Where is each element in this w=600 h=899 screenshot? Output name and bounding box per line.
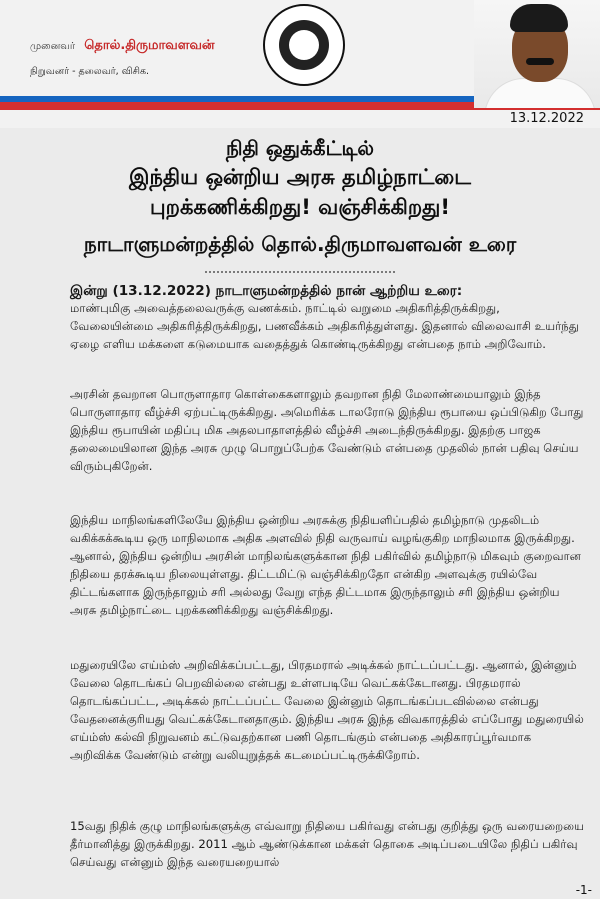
statement-date: 13.12.2022 (509, 111, 584, 126)
headline (0, 134, 600, 222)
intro-lead: இன்று (13.12.2022) நாடாளுமன்றத்தில் நான் ஆற்றிய உரை: (70, 283, 463, 299)
leader-role: நிறுவனர் - தலைவர், விசிக. (30, 66, 150, 77)
paragraph-4-text: மதுரையிலே எய்ம்ஸ் அறிவிக்கப்பட்டது, பிரதமரால் அடிக்கல் நாட்டப்பட்டது. ஆனால், இன்னும் வேலை தொடங்கப் பெறவில்லை என்பது உள்ளபடியே வெட்கக்கேடானது. பிரதமரால் தொடங்கப்பட்ட, அடிக்கல் நாட்டப்பட்ட வேலை இன்னும் தொடங்கப்படவில்லை என்பது வேதனைக்குரியது வெட்கக்கேடானதாகும். இந்திய அரசு இந்த விவகாரத்தில் எப்போது மதுரையில் எய்ம்ஸ் கல்வி நிறுவனம் கட்டுவதற்கான பணி தொடங்கும் என்பதை அதிகாரப்பூர்வமாக அறிவிக்க வேண்டும் என்று வலியுறுத்தக் கடமைப்பட்டிருக்கிறோம். (70, 658, 584, 762)
paragraph-4 (70, 657, 585, 764)
leader-line (30, 38, 215, 54)
paragraph-5 (70, 818, 585, 872)
leader-portrait (474, 0, 600, 108)
paragraph-2 (70, 386, 585, 476)
headline-line-2: இந்திய ஒன்றிய அரசு தமிழ்நாட்டை (129, 165, 471, 189)
paragraph-3-text: இந்திய மாநிலங்களிலேயே இந்திய ஒன்றிய அரசுக்கு நிதியளிப்பதில் தமிழ்நாடு முதலிடம் வகிக்கக்கூடிய ஒரு மாநிலமாக அதிக அளவில் நிதி வருவாய் வழங்குகிற மாநிலமாக இருக்கிறது. ஆனால், இந்திய ஒன்றிய அரசின் மாநிலங்களுக்கான நிதி பகிர்வில் தமிழ்நாடு மிகவும் குறைவான நிதியை தரக்கூடிய நிலையுள்ளது. திட்டமிட்டு வஞ்சிக்கிறதோ என்கிற அளவுக்கு ரயில்வே திட்டங்களாக இருந்தாலும் சரி அல்லது வேறு எந்த திட்டமாக இருந்தாலும் சரி இந்திய ஒன்றிய அரசு தமிழ்நாட்டை புறக்கணிக்கிறது வஞ்சிக்கிறது. (70, 513, 581, 617)
page-number: -1- (575, 883, 592, 897)
letterhead (0, 0, 600, 128)
headline-line-1: நிதி ஒதுக்கீட்டில் (225, 136, 375, 160)
leader-name: தொல்.திருமாவளவன் (84, 38, 215, 53)
party-seal-logo (263, 4, 345, 86)
headline-line-3: புறக்கணிக்கிறது! வஞ்சிக்கிறது! (150, 195, 450, 219)
intro-paragraph (70, 282, 585, 354)
paragraph-3 (70, 512, 585, 619)
intro-text: மாண்புமிகு அவைத்தலைவருக்கு வணக்கம். நாட்டில் வறுமை அதிகரித்திருக்கிறது, வேலையின்மை அதிகரித்திருக்கிறது, பணவீக்கம் அதிகரித்துள்ளது. இதனால் விலைவாசி உயர்ந்து ஏழை எளிய மக்களை கடுமையாக வதைத்துக் கொண்டிருக்கிறது என்பதை நாம் அறிவோம். (70, 301, 579, 351)
paragraph-5-text: 15வது நிதிக் குழு மாநிலங்களுக்கு எவ்வாறு நிதியை பகிர்வது என்பது குறித்து ஒரு வரையறையை தீர்மானித்து இருக்கிறது. 2011 ஆம் ஆண்டுக்கான மக்கள் தொகை அடிப்படையிலே நிதிப் பகிர்வு செய்வது என்னும் இந்த வரையறையால் (70, 819, 585, 869)
title-divider (205, 267, 395, 273)
subtitle: நாடாளுமன்றத்தில் தொல்.திருமாவளவன் உரை (83, 232, 517, 256)
leader-prefix: முனைவர் (30, 41, 76, 52)
paragraph-2-text: அரசின் தவறான பொருளாதார கொள்கைகளாலும் தவறான நிதி மேலாண்மையாலும் இந்த பொருளாதார வீழ்ச்சி ஏற்பட்டிருக்கிறது. அமெரிக்க டாலரோடு இந்திய ரூபாயை ஒப்பிடுகிற போது இந்திய ரூபாயின் மதிப்பு மிக அதலபாதாளத்தில் வீழ்ச்சி அடைந்திருக்கிறது. இதற்கு பாஜக தலைமையிலான இந்த அரசு முழு பொறுப்பேற்க வேண்டும் என்பதை முதலில் நான் பதிவு செய்ய விரும்புகிறேன். (70, 387, 584, 473)
